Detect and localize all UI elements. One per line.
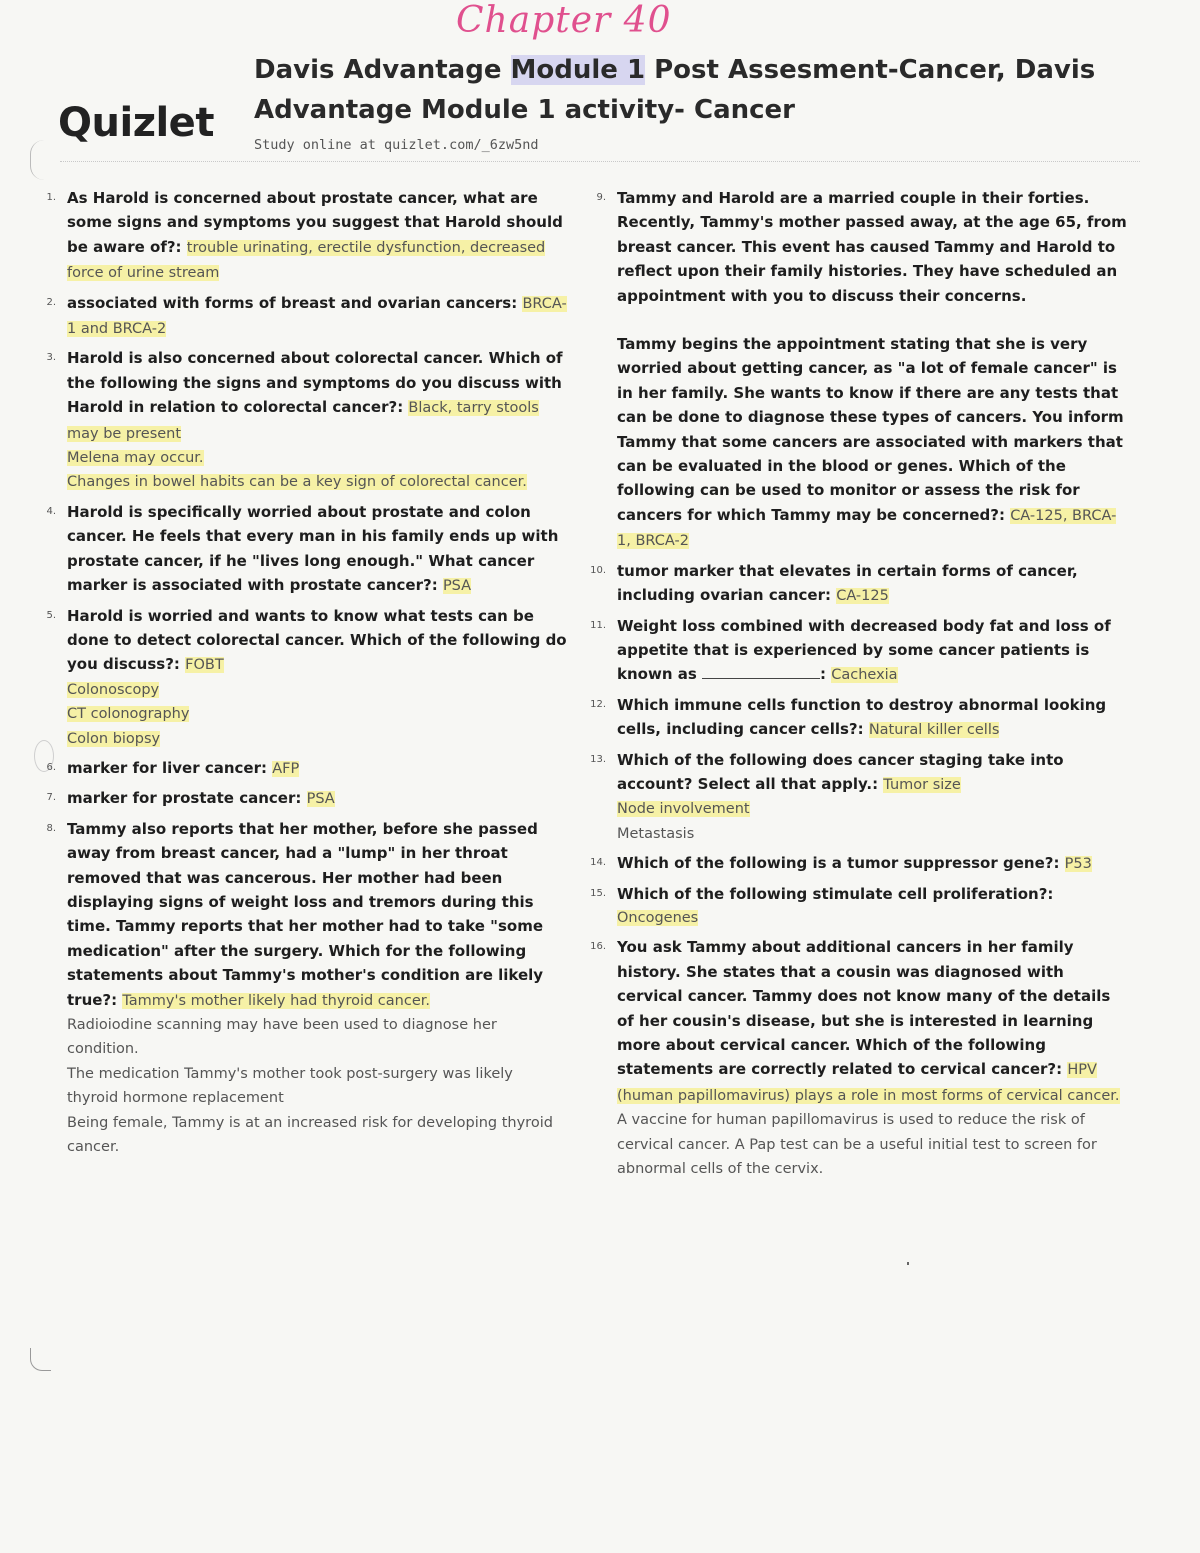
question-text: Weight loss combined with decreased body fat and loss of appetite that is experienced by some cancer patients is known as — [617, 616, 1111, 684]
question-item — [40, 186, 568, 286]
answer-text: HPV (human papillomavirus) plays a role in most forms of cervical cancer. — [617, 1062, 1120, 1104]
question-item — [590, 186, 1130, 554]
question-item — [590, 935, 1130, 1181]
answer-text: CA-125, BRCA-1, BRCA-2 — [617, 507, 1117, 550]
question-text: Harold is also concerned about colorectal cancer. Which of the following the signs and symptoms do you discuss with Harold in relation to colorectal cancer?: — [67, 349, 563, 417]
answer-line — [67, 446, 568, 470]
question-number: 10. — [590, 564, 606, 576]
question-number: 11. — [590, 619, 606, 631]
question-item — [40, 756, 568, 781]
question-item — [590, 614, 1130, 688]
question-item — [40, 817, 568, 1160]
answer-text: BRCA-1 and BRCA-2 — [67, 295, 567, 338]
title-part-2: Post Assesment-Cancer, Davis Advantage Module 1 activity- Cancer — [254, 55, 1096, 125]
title-highlight: Module 1 — [510, 55, 646, 85]
question-text: Harold is worried and wants to know what tests can be done to detect colorectal cancer. Which of the following do you discuss?: — [67, 606, 567, 674]
question-number: 16. — [590, 941, 606, 953]
question-item — [590, 559, 1130, 609]
fill-in-blank — [702, 664, 820, 679]
handwritten-chapter-note: Chapter 40 — [456, 0, 672, 41]
answer-text: Tammy's mother likely had thyroid cancer. — [122, 992, 430, 1009]
question-number: 3. — [46, 352, 56, 364]
question-text: As Harold is concerned about prostate cancer, what are some signs and symptoms you suggest that Harold should be aware of?: — [67, 189, 563, 256]
answer-text: Node involvement — [617, 801, 750, 818]
question-number: 12. — [590, 698, 606, 710]
question-text: Which of the following stimulate cell proliferation?: — [617, 884, 1054, 903]
question-number: 6. — [46, 761, 56, 773]
answer-text: Natural killer cells — [868, 722, 1000, 739]
question-text: Which of the following is a tumor suppressor gene?: — [617, 854, 1065, 873]
paragraph-gap — [617, 308, 1130, 332]
question-text: Tammy begins the appointment stating that she is very worried about getting cancer, as "a lot of female cancer" is in her family. She wants to know if there are any tests that can be done to diagnose these types of cancers. You inform Tammy that some cancers are associated with markers that can be evaluated in the blood or genes. Which of the following can be used to monitor or assess the risk for cancers for which Tammy may be concerned?: — [617, 335, 1124, 524]
question-item — [40, 291, 568, 342]
answer-line — [67, 727, 568, 751]
question-number: 2. — [46, 296, 56, 308]
title-part-1: Davis Advantage — [254, 55, 511, 85]
answer-line: The medication Tammy's mother took post-surgery was likely thyroid hormone replacement — [67, 1065, 513, 1107]
answer-text: Oncogenes — [617, 909, 699, 926]
answer-line — [617, 797, 1130, 821]
answer-text: PSA — [442, 578, 472, 595]
question-number: 4. — [46, 505, 56, 517]
question-text: Which of the following does cancer staging take into account? Select all that apply.: — [617, 750, 1064, 793]
question-number: 9. — [596, 192, 606, 203]
answer-text: Changes in bowel habits can be a key sign of colorectal cancer. — [67, 474, 527, 491]
question-number: 13. — [590, 753, 606, 765]
answer-text: AFP — [272, 760, 300, 777]
question-text: Harold is specifically worried about prostate and colon cancer. He feels that every man in his family ends up with prostate cancer, if he "lives long enough." What cancer marker is associated with prostate cancer?: — [67, 502, 559, 595]
answer-line — [67, 702, 568, 726]
answer-line: Metastasis — [617, 825, 695, 842]
answer-text: FOBT — [185, 657, 224, 674]
page-title — [254, 50, 1154, 130]
answer-line: A vaccine for human papillomavirus is used to reduce the risk of cervical cancer. A Pap test can be a useful initial test to screen for abnormal cells of the cervix. — [617, 1112, 1097, 1178]
study-online-link[interactable]: Study online at quizlet.com/_6zw5nd — [254, 137, 539, 153]
answer-text: Black, tarry stools may be present — [67, 400, 539, 442]
question-item — [590, 693, 1130, 743]
answer-text: Melena may occur. — [67, 450, 204, 467]
margin-pencil-mark — [30, 140, 47, 180]
quizlet-logo: Quizlet — [58, 100, 214, 146]
question-intro: Tammy and Harold are a married couple in their forties. Recently, Tammy's mother passed away, at the age 65, from breast cancer. This event has caused Tammy and Harold to reflect upon their family histories. They have scheduled an appointment with you to discuss their concerns. — [617, 189, 1127, 305]
question-item — [40, 604, 568, 751]
question-number: 8. — [46, 822, 56, 834]
question-text: tumor marker that elevates in certain forms of cancer, including ovarian cancer: — [617, 561, 1078, 605]
question-item — [590, 851, 1130, 876]
answer-text: Colon biopsy — [67, 730, 161, 747]
answer-line: Radioiodine scanning may have been used to diagnose her condition. — [67, 1017, 497, 1058]
answer-text: Tumor size — [883, 776, 961, 793]
question-item — [40, 786, 568, 811]
question-text: associated with forms of breast and ovarian cancers: — [67, 293, 523, 312]
answer-text: PSA — [306, 791, 335, 808]
answer-line — [67, 678, 568, 702]
question-text-suffix: : — [820, 665, 832, 684]
right-column — [590, 186, 1130, 1186]
question-item — [590, 882, 1130, 931]
answer-text: Colonoscopy — [67, 681, 160, 698]
answer-text: P53 — [1064, 856, 1092, 873]
answer-text: CT colonography — [67, 706, 190, 723]
answer-text: trouble urinating, erectile dysfunction, decreased force of urine stream — [67, 239, 546, 282]
question-text: marker for prostate cancer: — [67, 789, 307, 808]
question-item — [40, 346, 568, 494]
answer-line — [67, 470, 568, 494]
question-item — [590, 748, 1130, 847]
question-item — [40, 500, 568, 599]
left-column — [40, 186, 568, 1164]
question-text: marker for liver cancer: — [67, 758, 273, 777]
answer-line — [617, 906, 1130, 930]
header-divider — [60, 161, 1140, 162]
answer-text: CA-125 — [836, 588, 889, 605]
question-text: Which immune cells function to destroy abnormal looking cells, including cancer cells?: — [617, 695, 1107, 739]
ink-speck — [907, 1262, 909, 1265]
question-number: 14. — [590, 857, 606, 869]
question-number: 5. — [46, 609, 56, 621]
question-text: You ask Tammy about additional cancers in her family history. She states that a cousin was diagnosed with cervical cancer. Tammy does not know many of the details of her cousin's disease, but she is interested in learning more about cervical cancer. Which of the following statements are correctly related to cervical cancer?: — [617, 938, 1111, 1079]
question-number: 15. — [590, 887, 606, 899]
answer-text: Cachexia — [831, 667, 898, 684]
question-number: 7. — [46, 792, 56, 804]
answer-line: Being female, Tammy is at an increased risk for developing thyroid cancer. — [67, 1114, 553, 1156]
question-number: 1. — [46, 192, 56, 203]
margin-pencil-mark — [30, 1348, 51, 1371]
question-text: Tammy also reports that her mother, before she passed away from breast cancer, had a "lump" in her throat removed that was cancerous. Her mother had been displaying signs of weight loss and tremors during this time. Tammy reports that her mother had to take "some medication" after the surgery. Which for the following statements about Tammy's mother's condition are likely true?: — [67, 819, 544, 1009]
